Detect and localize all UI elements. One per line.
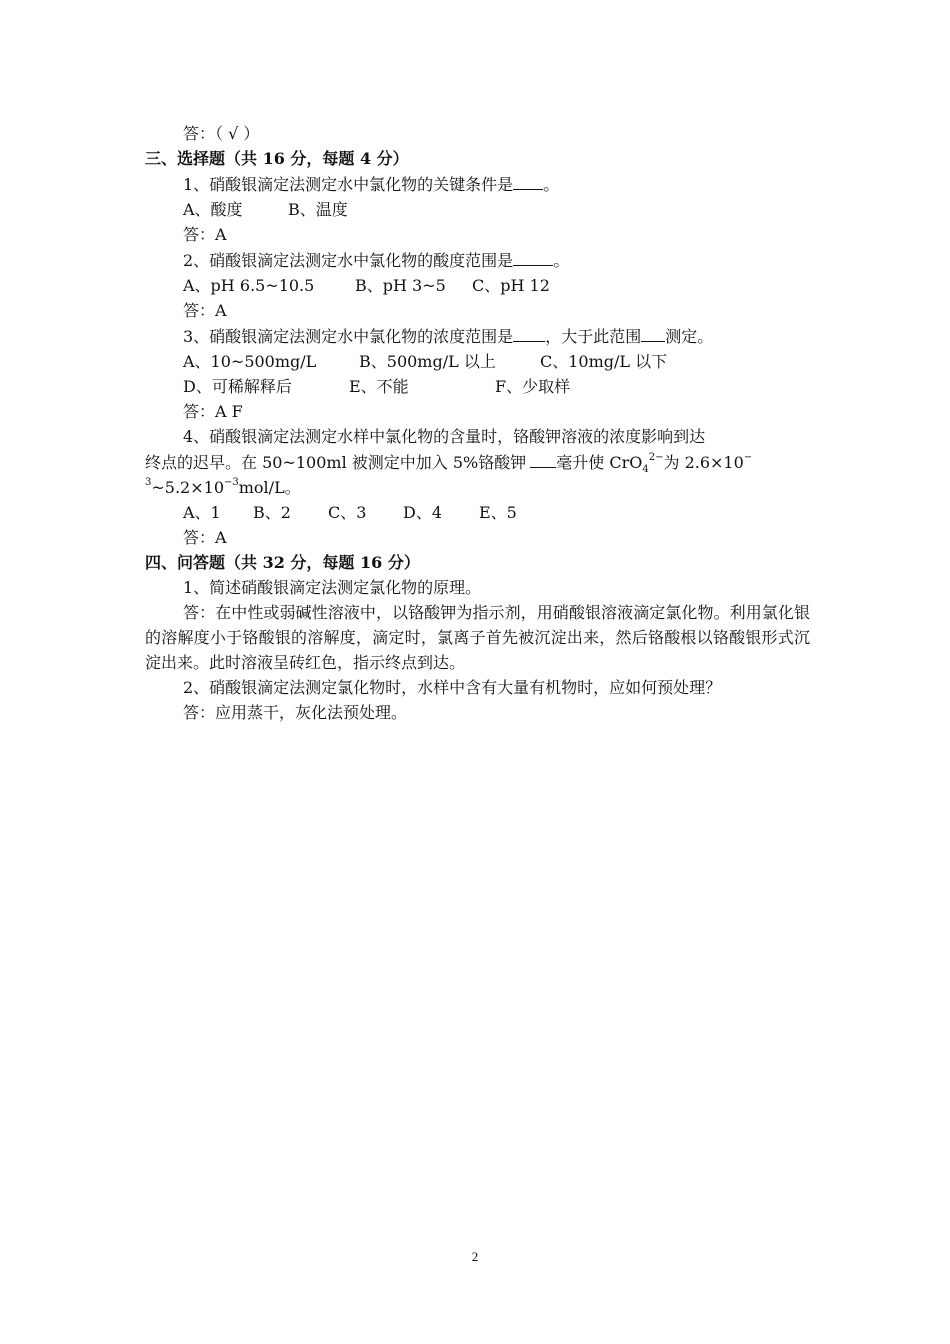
option: B、pH 3~5	[355, 276, 446, 295]
question-1	[145, 171, 810, 197]
fill-blank	[513, 323, 545, 342]
fill-blank	[530, 449, 556, 468]
superscript: 3	[145, 476, 152, 488]
options-3a	[145, 349, 810, 374]
question-end: 。	[543, 175, 560, 194]
text-run: 毫升使 CrO	[556, 453, 643, 472]
question-4-line2	[145, 449, 810, 475]
prev-answer: 答：（ √ ）	[183, 124, 260, 143]
option: F、少取样	[495, 377, 571, 396]
option: C、3	[328, 503, 367, 522]
question-end: 。	[553, 251, 570, 270]
question-2	[145, 247, 810, 273]
document-body	[145, 121, 810, 725]
options-4	[145, 500, 810, 525]
option: D、可稀解释后	[183, 377, 292, 396]
option: B、温度	[288, 200, 348, 219]
options-3b	[145, 374, 810, 399]
essay-answer-2: 答：应用蒸干，灰化法预处理。	[183, 703, 408, 722]
essay-question-1: 1、简述硝酸银滴定法测定氯化物的原理。	[183, 578, 482, 597]
answer-2: 答：A	[183, 301, 227, 320]
fill-blank	[641, 323, 665, 342]
option: B、500mg/L 以上	[359, 352, 496, 371]
answer-1: 答：A	[183, 225, 227, 244]
question-end: 测定。	[665, 327, 714, 346]
answer-4: 答：A	[183, 528, 227, 547]
option: B、2	[253, 503, 291, 522]
option: A、pH 6.5~10.5	[183, 276, 315, 295]
option: A、10~500mg/L	[183, 352, 317, 371]
superscript: −	[743, 451, 753, 463]
section3-title: 三、选择题（共 16 分，每题 4 分）	[145, 149, 409, 168]
option: A、酸度	[183, 200, 243, 219]
question-text: 2、硝酸银滴定法测定水中氯化物的酸度范围是	[183, 251, 514, 270]
section4-title: 四、问答题（共 32 分，每题 16 分）	[145, 553, 420, 572]
text-run: 为 2.6×10	[663, 453, 744, 472]
option: D、4	[403, 503, 443, 522]
essay-question-2: 2、硝酸银滴定法测定氯化物时，水样中含有大量有机物时，应如何预处理？	[183, 678, 722, 697]
fill-blank	[513, 247, 553, 266]
options-1	[145, 197, 810, 222]
question-text: 3、硝酸银滴定法测定水中氯化物的浓度范围是	[183, 327, 514, 346]
option: E、5	[479, 503, 517, 522]
question-4-line3	[145, 475, 810, 500]
question-mid: ，大于此范围	[545, 327, 642, 346]
option: A、1	[183, 503, 221, 522]
answer-3: 答：A F	[183, 402, 243, 421]
options-2	[145, 273, 810, 298]
option: C、10mg/L 以下	[540, 352, 668, 371]
option: E、不能	[349, 377, 409, 396]
question-4-line1: 4、硝酸银滴定法测定水样中氯化物的含量时，铬酸钾溶液的浓度影响到达	[183, 427, 706, 446]
text-run: mol/L。	[238, 478, 301, 497]
fill-blank	[513, 171, 543, 190]
question-3	[145, 323, 810, 349]
option: C、pH 12	[472, 276, 550, 295]
question-text: 1、硝酸银滴定法测定水中氯化物的关键条件是	[183, 175, 514, 194]
page-number: 2	[471, 1249, 479, 1264]
subscript: 4	[642, 464, 649, 476]
text-run: 终点的迟早。在 50~100ml 被测定中加入 5%铬酸钾	[145, 453, 527, 472]
superscript: 2−	[648, 451, 664, 463]
text-run: ~5.2×10	[151, 478, 224, 497]
essay-answer-1: 答：在中性或弱碱性溶液中，以铬酸钾为指示剂，用硝酸银溶液滴定氯化物。利用氯化银的溶解度小于铬酸银的溶解度，滴定时，氯离子首先被沉淀出来，然后铬酸根以铬酸银形式沉淀出来。此时溶液呈砖红色，指示终点到达。	[145, 603, 810, 672]
superscript: −3	[224, 476, 239, 488]
